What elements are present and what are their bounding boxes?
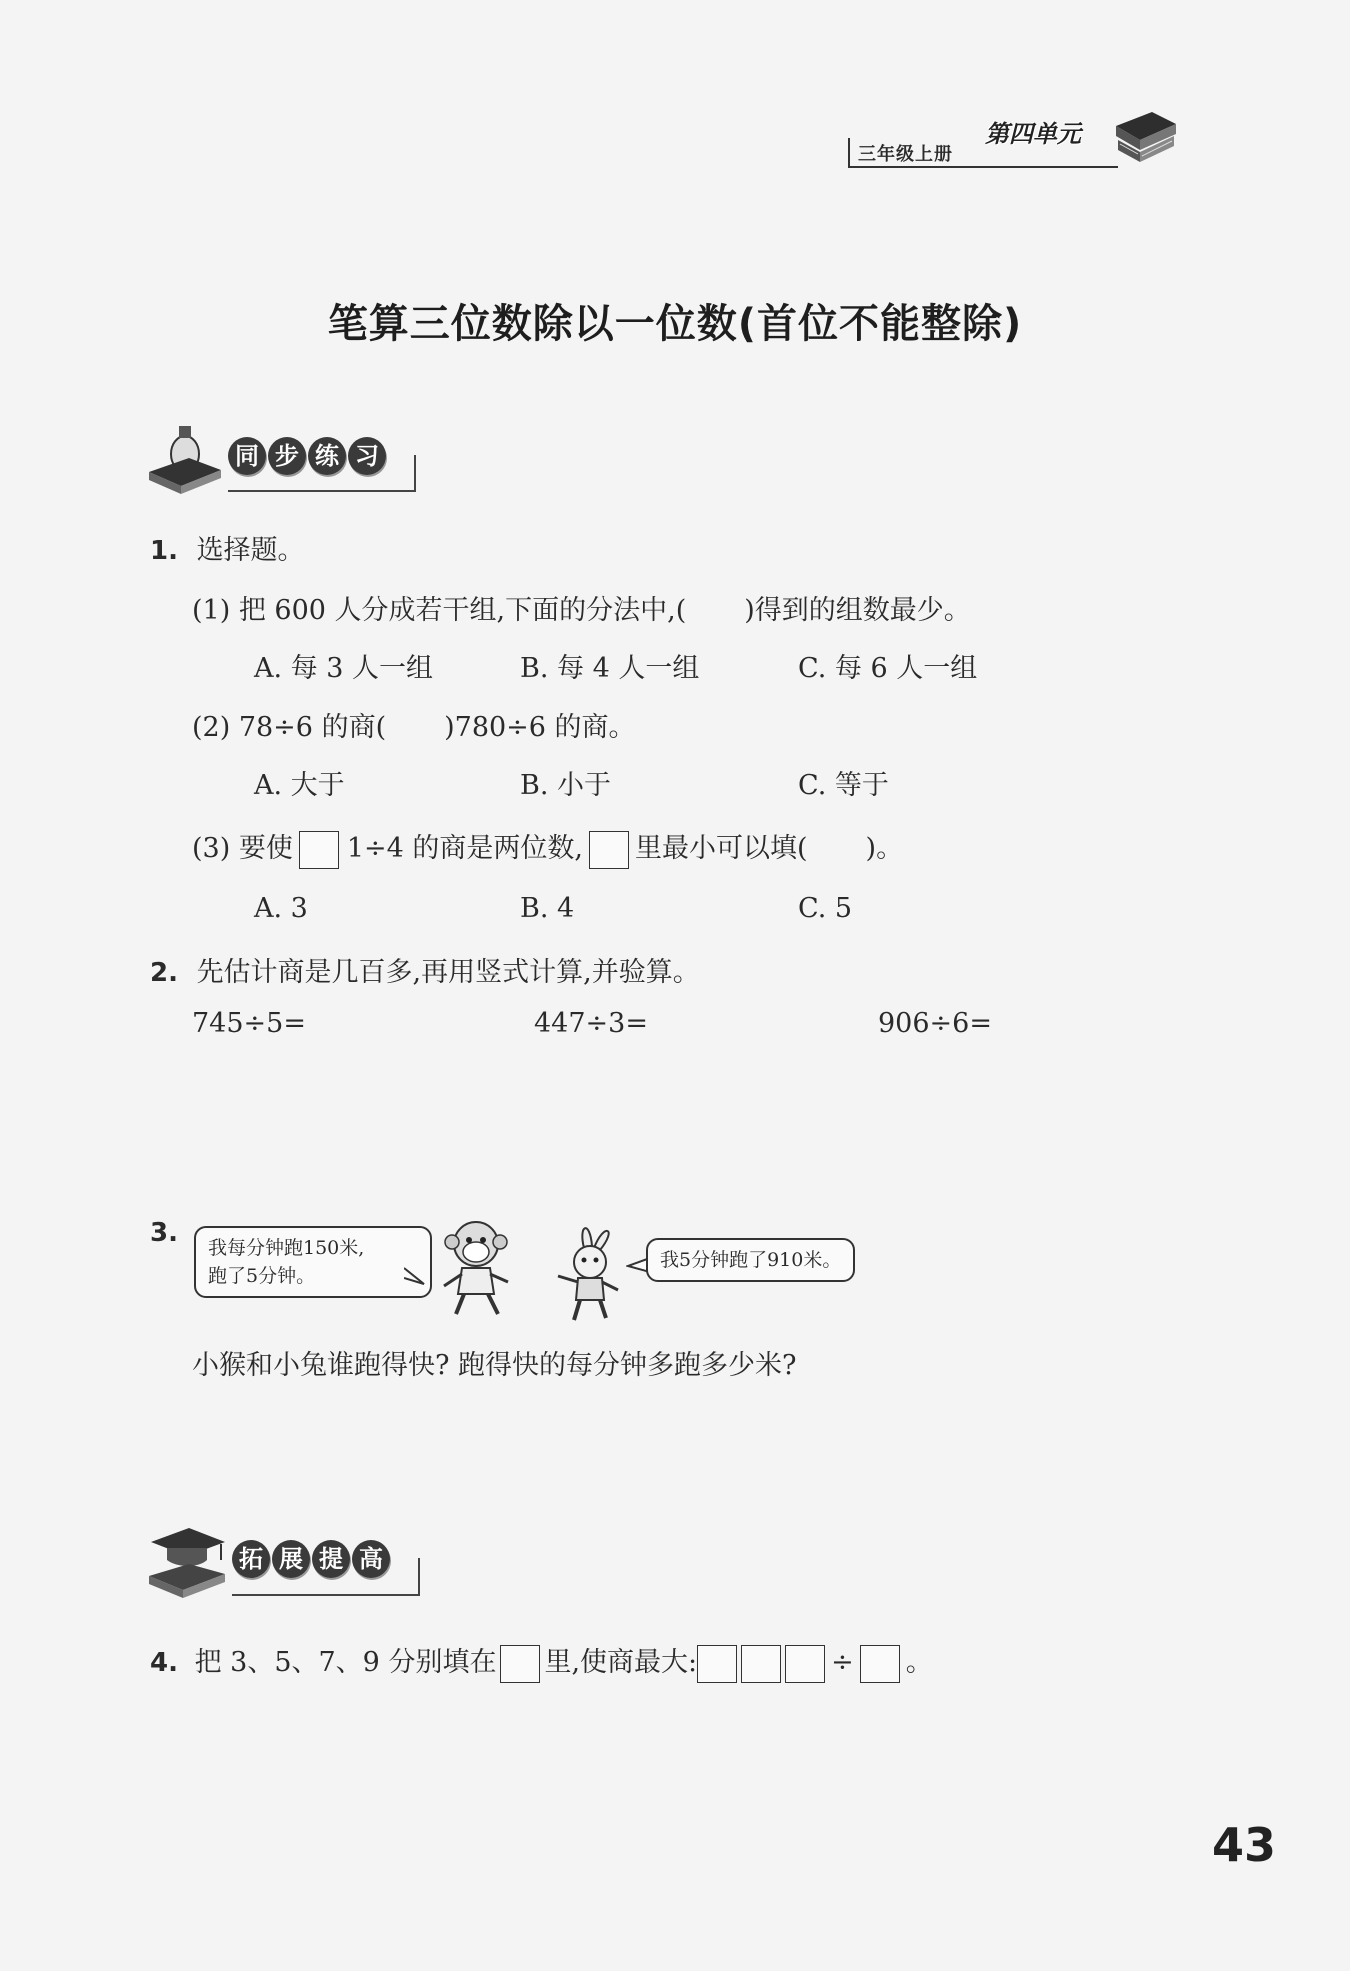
digit-box[interactable] (589, 831, 629, 869)
question-number: 1. (150, 536, 178, 566)
question-text: (1) 把 600 人分成若干组,下面的分法中,( (192, 595, 687, 626)
option-c[interactable]: C. 等于 (798, 770, 889, 801)
bubble-tail (404, 1266, 426, 1288)
banner-char: 拓 (232, 1540, 270, 1578)
banner-char: 提 (312, 1540, 350, 1578)
expression-2: 447÷3= (534, 1008, 648, 1039)
division-sign: ÷ (831, 1647, 854, 1678)
digit-box[interactable] (500, 1645, 540, 1683)
question-4 (150, 1640, 933, 1683)
expression-1: 745÷5= (192, 1008, 306, 1039)
option-a[interactable]: A. 3 (254, 893, 308, 924)
question-1 (150, 528, 305, 567)
rabbit-icon (548, 1218, 628, 1324)
question-3-text: 小猴和小兔谁跑得快? 跑得快的每分钟多跑多少米? (192, 1350, 797, 1381)
question-number: 2. (150, 958, 178, 988)
question-text: )780÷6 的商。 (444, 712, 636, 743)
question-text: (3) 要使 (192, 833, 293, 864)
question-text: 先估计商是几百多,再用竖式计算,并验算。 (196, 957, 700, 988)
digit-box[interactable] (697, 1645, 737, 1683)
period-mark: 。 (905, 1647, 933, 1678)
q1-sub2 (192, 705, 636, 744)
question-text: 把 3、5、7、9 分别填在 (194, 1647, 497, 1678)
banner-underline (232, 1558, 420, 1596)
expression-3: 906÷6= (878, 1008, 992, 1039)
option-b[interactable]: B. 4 (520, 893, 575, 924)
question-text: 里,使商最大: (544, 1647, 698, 1678)
q1-sub3 (192, 826, 903, 869)
monkey-icon (436, 1216, 516, 1320)
bubble-text: 跑了5分钟。 (208, 1265, 316, 1287)
question-text: 1÷4 的商是两位数, (346, 833, 583, 864)
question-text: (2) 78÷6 的商( (192, 712, 387, 743)
bubble-text: 我每分钟跑150米, (208, 1237, 365, 1259)
option-c[interactable]: C. 5 (798, 893, 853, 924)
monkey-speech-bubble (194, 1226, 432, 1298)
bubble-text: 我5分钟跑了910米。 (660, 1249, 842, 1271)
banner-char: 练 (308, 437, 346, 475)
question-text: 里最小可以填( (634, 833, 808, 864)
books-icon (1112, 104, 1180, 174)
lamp-books-icon (145, 418, 225, 498)
digit-box[interactable] (860, 1645, 900, 1683)
digit-box[interactable] (785, 1645, 825, 1683)
banner-char: 同 (228, 437, 266, 475)
option-c[interactable]: C. 每 6 人一组 (798, 653, 978, 684)
header-unit: 第四单元 (985, 120, 1081, 148)
page-number: 43 (1212, 1818, 1277, 1872)
option-b[interactable]: B. 小于 (520, 770, 612, 801)
question-number: 4. (150, 1648, 178, 1678)
banner-char: 习 (348, 437, 386, 475)
banner-char: 高 (352, 1540, 390, 1578)
q1-sub1 (192, 588, 971, 627)
question-2 (150, 950, 700, 989)
header-grade: 三年级上册 (858, 144, 953, 165)
page-title: 笔算三位数除以一位数(首位不能整除) (327, 301, 1023, 347)
rabbit-speech-bubble (646, 1238, 855, 1282)
question-text: )得到的组数最少。 (744, 595, 971, 626)
graduation-cap-icon (145, 1524, 229, 1600)
question-number: 3. (150, 1218, 178, 1248)
digit-box[interactable] (299, 831, 339, 869)
digit-box[interactable] (741, 1645, 781, 1683)
header-underline (848, 166, 1118, 168)
question-text: 选择题。 (196, 535, 305, 566)
banner-char: 展 (272, 1540, 310, 1578)
option-a[interactable]: A. 大于 (254, 770, 345, 801)
option-b[interactable]: B. 每 4 人一组 (520, 653, 700, 684)
option-a[interactable]: A. 每 3 人一组 (254, 653, 434, 684)
banner-char: 步 (268, 437, 306, 475)
question-text: )。 (865, 833, 904, 864)
banner-underline (228, 455, 416, 492)
header-bracket (848, 138, 850, 166)
